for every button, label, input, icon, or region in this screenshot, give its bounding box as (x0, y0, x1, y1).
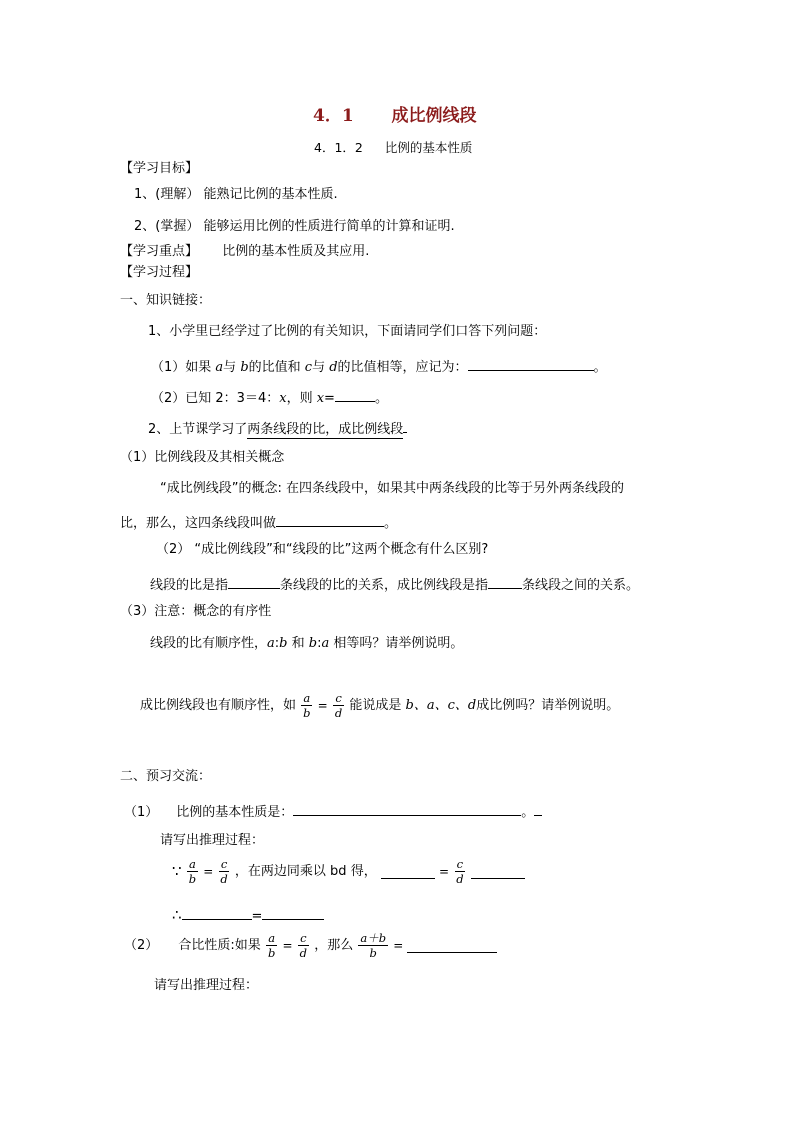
concept-3-text: 线段的比有顺序性，a:b 和 b:a 相等吗？请举例说明。 (150, 636, 464, 651)
var-d: d (329, 360, 338, 375)
goal-2-text: 能够运用比例的性质进行简单的计算和证明. (203, 219, 455, 234)
subtitle-text: 比例的基本性质 (384, 140, 473, 155)
answer-blank-p1-t1[interactable] (182, 906, 252, 920)
goals-heading: 【学习目标】 (120, 161, 199, 176)
goal-2 (134, 220, 455, 233)
concept-3-heading: （3）注意：概念的有序性 (120, 604, 272, 619)
preview-2: （2） 合比性质:如果 $\frac{a}{b}$ = $\frac{c}{d}$ ，那么 $\frac{a+b}{b}$ = (124, 932, 497, 959)
question-1b: （2）已知 2：3＝4：x，则 x= 。 (151, 388, 388, 405)
answer-blank-c2a[interactable] (228, 575, 280, 589)
page-title (313, 108, 477, 125)
answer-blank-c2b[interactable] (488, 575, 522, 589)
title-number: 4．1 (313, 106, 354, 126)
fraction-a-over-b: $\frac{a}{b}$ (303, 691, 311, 721)
question-1: 1、小学里已经学过了比例的有关知识，下面请同学们口答下列问题： (148, 324, 547, 339)
therefore-symbol: ∴ (172, 906, 182, 924)
fraction-c-over-d: $\frac{c}{d}$ (334, 691, 343, 721)
focus-heading: 【学习重点】 (120, 244, 199, 259)
answer-blank-1b[interactable] (335, 388, 375, 402)
preview-2-prompt: 请写出推理过程： (154, 978, 259, 993)
section-2-heading: 二、预习交流： (120, 769, 212, 784)
goal-2-prefix: 2、(掌握） (134, 219, 200, 234)
preview-1-derivation: ∵ $\frac{a}{b}$ = $\frac{c}{d}$ ，在两边同乘以 bd 得， = $\frac{c}{d}$ (172, 858, 525, 885)
title-text: 成比例线段 (391, 106, 477, 126)
preview-1-prompt: 请写出推理过程： (160, 833, 265, 848)
goal-1 (134, 188, 338, 201)
answer-blank-p1[interactable] (293, 802, 521, 816)
concept-4-line: 成比例线段也有顺序性，如 $\frac{a}{b}$ = $\frac{c}{d}$ 能说成是 b、a、c、d成比例吗？请举例说明。 (140, 691, 620, 721)
var-b: b (240, 360, 249, 375)
page-subtitle (314, 142, 472, 155)
underlined-topic: 两条线段的比，成比例线段 (247, 422, 404, 437)
answer-blank-p1-t2[interactable] (262, 906, 324, 920)
focus-text: 比例的基本性质及其应用. (222, 244, 370, 259)
goal-1-text: 能熟记比例的基本性质. (203, 187, 338, 202)
concept-2-heading: （2） “成比例线段”和“线段的比”这两个概念有什么区别? (156, 542, 489, 557)
focus-line (120, 245, 369, 258)
section-1-heading: 一、知识链接： (120, 293, 212, 308)
subtitle-number: 4．1．2 (314, 140, 363, 155)
concept-1-text-1: “成比例线段”的概念: 在四条线段中，如果其中两条线段的比等于另外两条线段的 (160, 481, 624, 496)
var-c: c (304, 360, 313, 375)
question-2: 2、上节课学习了两条线段的比，成比例线段 (148, 419, 407, 436)
answer-blank-p1-right[interactable] (471, 865, 525, 879)
answer-blank-c1[interactable] (276, 513, 384, 527)
concept-1-text-2: 比，那么，这四条线段叫做 。 (120, 513, 397, 530)
preview-1: （1） 比例的基本性质是： 。 (124, 802, 542, 819)
goal-1-prefix: 1、(理解） (134, 187, 200, 202)
concept-2-text: 线段的比是指 条线段的比的关系，成比例线段是指 条线段之间的关系。 (150, 575, 639, 592)
process-heading: 【学习过程】 (120, 265, 199, 280)
question-1a: （1）如果 a与 b的比值和 c与 d的比值相等，应记为： 。 (151, 357, 607, 374)
because-symbol: ∵ (172, 862, 182, 881)
preview-1-therefore: ∴ = (172, 906, 324, 923)
concept-1-heading: （1）比例线段及其相关概念 (120, 450, 285, 465)
answer-blank-p2[interactable] (407, 939, 497, 953)
answer-blank-1a[interactable] (468, 357, 594, 371)
fraction-a-plus-b-over-b: $\frac{a+b}{b}$ (360, 931, 387, 961)
answer-blank-p1-left[interactable] (381, 865, 435, 879)
var-a: a (215, 360, 224, 375)
